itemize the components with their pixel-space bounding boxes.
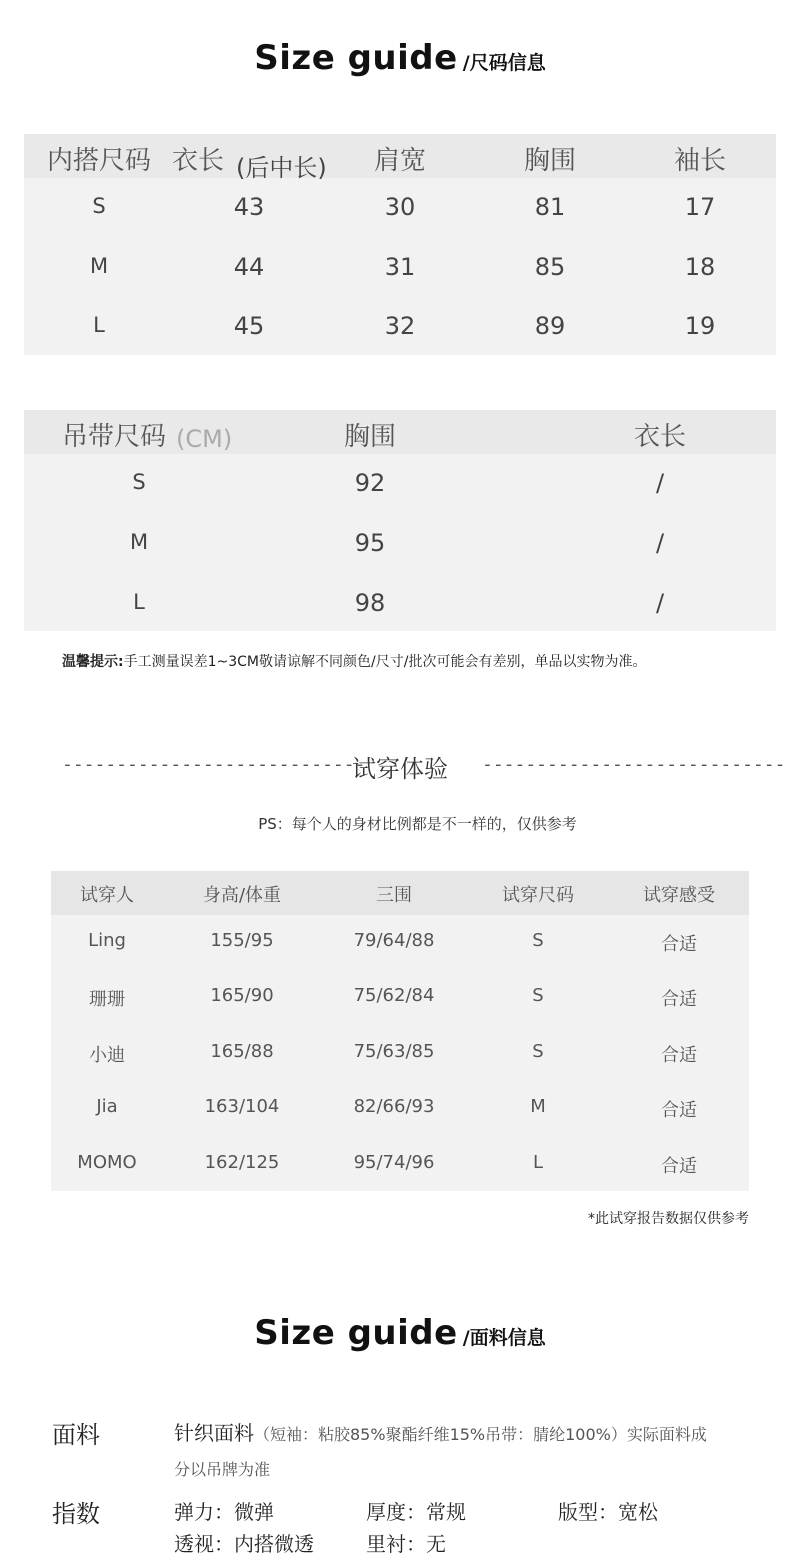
- index-label: 指数: [52, 1500, 100, 1528]
- tryon-footnote: *此试穿报告数据仅供参考: [588, 1211, 749, 1227]
- title-main: Size guide: [254, 38, 458, 78]
- header-tried-size: 试穿尺码: [502, 885, 574, 906]
- tryon-heading: 试穿体验: [352, 755, 448, 783]
- fabric-description: [174, 1417, 774, 1446]
- header-cami-size: 吊带尺码: [62, 422, 167, 452]
- header-height-weight: 身高/体重: [202, 885, 282, 906]
- header-chest: 胸围: [523, 146, 576, 176]
- title-sub: /尺码信息: [462, 52, 546, 74]
- header-length-note: (后中长): [236, 154, 327, 182]
- measurement-note: [62, 651, 646, 671]
- index-transparency: 透视：内搭微透: [174, 1532, 314, 1556]
- header-size: 内搭尺码: [46, 146, 151, 176]
- header-chest: 胸围: [343, 422, 396, 452]
- divider-left: ----------------------------: [62, 754, 366, 775]
- fabric-main: 针织面料: [174, 1421, 254, 1445]
- index-elasticity: 弹力：微弹: [174, 1500, 274, 1524]
- divider-right: ----------------------------: [482, 754, 786, 775]
- header-fit: 试穿感受: [643, 885, 715, 906]
- index-thickness: 厚度：常规: [366, 1500, 466, 1524]
- size-guide-title: [0, 38, 800, 78]
- index-fit: 版型：宽松: [558, 1500, 658, 1524]
- fabric-detail-line2: 分以吊牌为准: [174, 1460, 271, 1479]
- fabric-detail: （短袖：粘胶85%聚酯纤维15%吊带：腈纶100%）实际面料成: [254, 1425, 707, 1444]
- fabric-label: 面料: [52, 1421, 100, 1449]
- fabric-guide-title: [0, 1313, 800, 1353]
- header-sleeve: 袖长: [673, 146, 726, 176]
- index-lining: 里衬：无: [366, 1532, 446, 1556]
- note-label: 温馨提示:: [62, 654, 124, 670]
- title-sub: /面料信息: [462, 1327, 546, 1349]
- header-tester: 试穿人: [80, 885, 134, 906]
- header-measurements: 三围: [376, 885, 412, 906]
- header-unit: (CM): [176, 425, 233, 453]
- header-length: 衣长: [172, 146, 225, 176]
- note-text: 手工测量误差1~3CM敬请谅解不同颜色/尺寸/批次可能会有差别，单品以实物为准。: [123, 654, 647, 670]
- header-length: 衣长: [633, 422, 686, 452]
- tryon-ps: PS：每个人的身材比例都是不一样的，仅供参考: [258, 815, 577, 833]
- header-shoulder: 肩宽: [373, 146, 426, 176]
- table-body-bg: [51, 871, 749, 1191]
- title-main: Size guide: [254, 1313, 458, 1353]
